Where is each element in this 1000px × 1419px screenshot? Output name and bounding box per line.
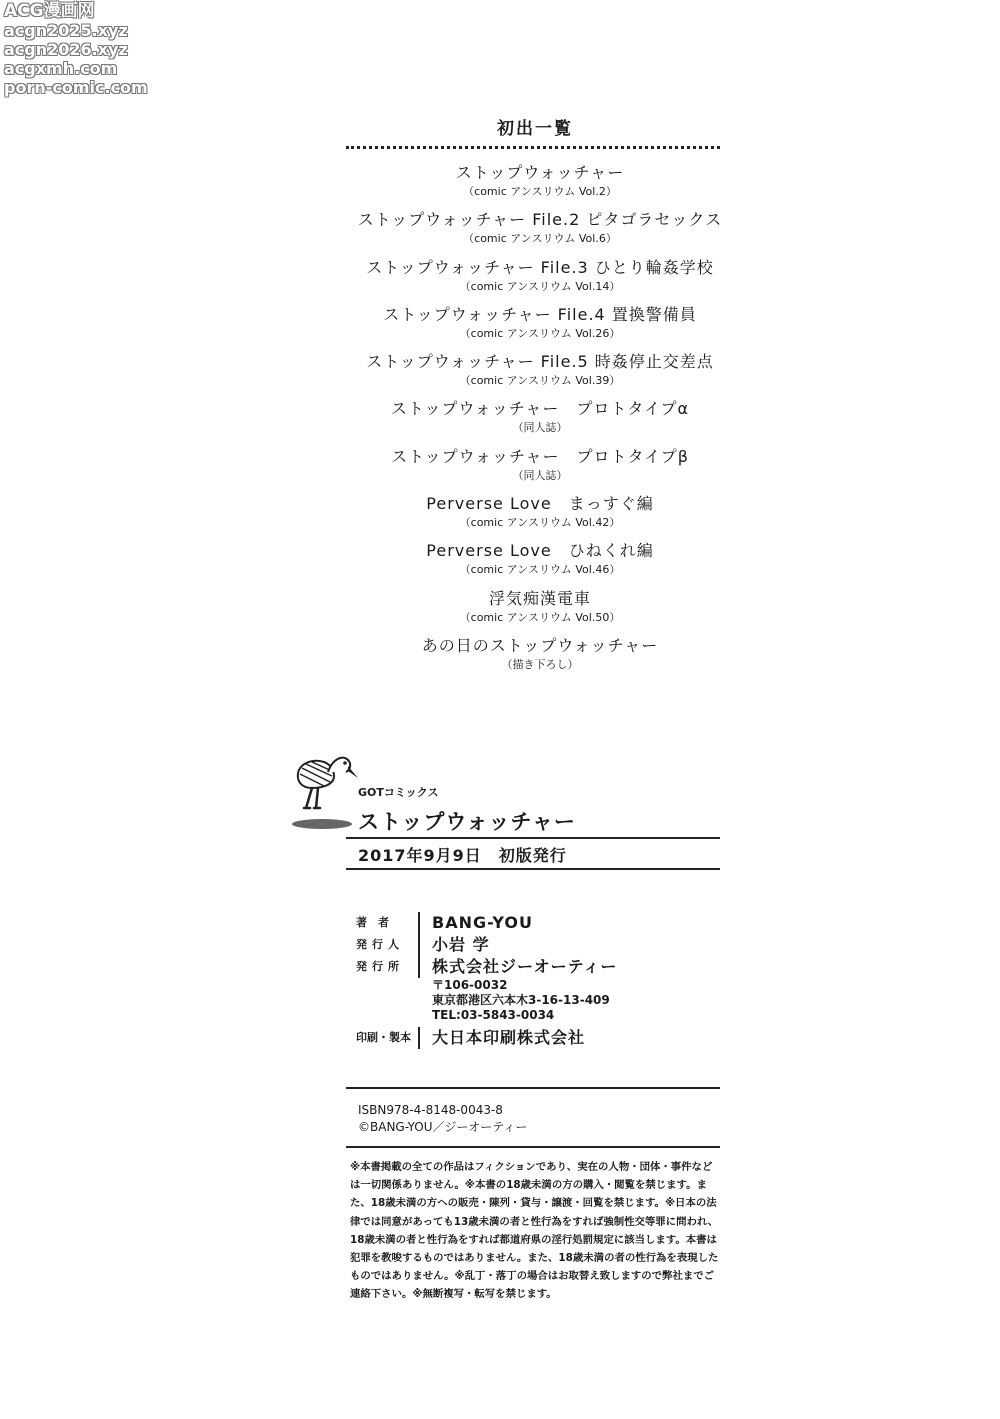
work-title: ストップウォッチャー File.2 ピタゴラセックス [357, 210, 723, 230]
isbn-rule [346, 1087, 720, 1089]
work-title: Perverse Love まっすぐ編 [426, 494, 654, 514]
work-title: Perverse Love ひねくれ編 [426, 541, 654, 561]
credit-separator [418, 1027, 420, 1049]
work-entry [330, 209, 750, 256]
credit-row [356, 934, 736, 956]
watermark-line: ACG漫画网 [4, 1, 95, 21]
isbn-number: ISBN978-4-8148-0043-8 [358, 1103, 503, 1117]
work-entry [330, 540, 750, 587]
work-entry [330, 351, 750, 398]
work-entry [330, 446, 750, 493]
publisher-label: 発行所 [356, 960, 404, 973]
credit-row [356, 1027, 736, 1049]
first-appearance-title: 初出一覧 [497, 119, 573, 139]
work-source: （同人誌） [512, 468, 568, 482]
watermark-line: porn-comic.com [4, 78, 148, 97]
work-title: ストップウォッチャー File.3 ひとり輪姦学校 [366, 257, 714, 277]
work-source: （comic アンスリウム Vol.2） [463, 185, 617, 198]
credit-row [356, 956, 736, 978]
author-label: 著者 [356, 916, 400, 929]
printer-label: 印刷・製本 [356, 1031, 411, 1044]
credit-row [356, 912, 736, 934]
publisher-person: 小岩 学 [432, 935, 490, 954]
work-entry [330, 398, 750, 445]
telephone: TEL:03-5843-0034 [432, 1008, 555, 1022]
publisher-name: 株式会社ジーオーティー [432, 957, 618, 976]
work-source: （comic アンスリウム Vol.42） [459, 516, 621, 530]
date-rule [346, 868, 720, 870]
notice-rule [346, 1146, 720, 1148]
series-label: GOTコミックス [358, 786, 439, 799]
credit-separator [418, 912, 420, 934]
copyright-line: ©BANG-YOU／ジーオーティー [358, 1120, 528, 1134]
author-name: BANG-YOU [432, 913, 533, 932]
work-entry [330, 635, 750, 682]
work-title: 浮気痴漢電車 [488, 588, 591, 608]
publisher-person-label: 発行人 [356, 938, 404, 951]
work-title: ストップウォッチャー プロトタイプα [390, 399, 690, 419]
work-source: （comic アンスリウム Vol.26） [459, 326, 621, 340]
work-source: （comic アンスリウム Vol.50） [459, 610, 621, 624]
watermark [4, 2, 154, 97]
work-source: （comic アンスリウム Vol.46） [459, 563, 621, 577]
title-rule [346, 837, 720, 839]
work-entry [330, 304, 750, 351]
watermark-line: acgn2026.xyz [4, 40, 128, 59]
watermark-line: acgxmh.com [4, 59, 118, 78]
work-source: （comic アンスリウム Vol.39） [459, 374, 621, 388]
work-entry [330, 493, 750, 540]
work-source: （描き下ろし） [501, 657, 579, 671]
work-entry [330, 257, 750, 304]
work-title: あの日のストップウォッチャー [421, 635, 659, 655]
work-entry [330, 162, 750, 209]
work-title: ストップウォッチャー プロトタイプβ [391, 446, 689, 466]
work-title: ストップウォッチャー File.5 時姦停止交差点 [366, 352, 714, 372]
credit-separator [418, 934, 420, 956]
watermark-line: acgn2025.xyz [4, 21, 128, 40]
book-title: ストップウォッチャー [358, 810, 576, 834]
bird-logo-icon [290, 752, 360, 832]
street-address: 東京都港区六本木3-16-13-409 [432, 993, 610, 1007]
credit-separator [418, 956, 420, 978]
work-title: ストップウォッチャー File.4 置換警備員 [383, 304, 697, 324]
work-source: （comic アンスリウム Vol.6） [463, 232, 617, 246]
work-entry [330, 588, 750, 635]
work-title: ストップウォッチャー [455, 163, 625, 182]
postal-code: 〒106-0032 [432, 978, 508, 992]
isbn-block [358, 1102, 527, 1136]
dotted-divider [346, 146, 720, 149]
publication-date: 2017年9月9日 初版発行 [358, 846, 567, 865]
legal-notice: ※本書掲載の全ての作品はフィクションであり、実在の人物・団体・事件などは一切関係ありません。※本書の18歳未満の方の購入・閲覧を禁じます。また、18歳未満の方への販売・陳列・貸与・譲渡・回覧を禁じます。※日本の法律では同意があっても13歳未満の者と性行為をすれば強制性交等罪に問われ、18歳未満の者と性行為をすれば都道府県の淫行処罰規定に該当します。本書は犯罪を教唆するものではありません。また、18歳未満の者の性行為を表現したものではありません。※乱丁・落丁の場合はお取替え致しますので弊社までご連絡下さい。※無断複写・転写を禁じます。 [350, 1161, 719, 1301]
works-list [330, 162, 750, 682]
work-source: （同人誌） [512, 421, 568, 435]
credits-block [356, 912, 736, 1049]
work-source: （comic アンスリウム Vol.14） [459, 279, 621, 293]
printer-name: 大日本印刷株式会社 [432, 1028, 586, 1047]
publisher-address [356, 978, 736, 1023]
